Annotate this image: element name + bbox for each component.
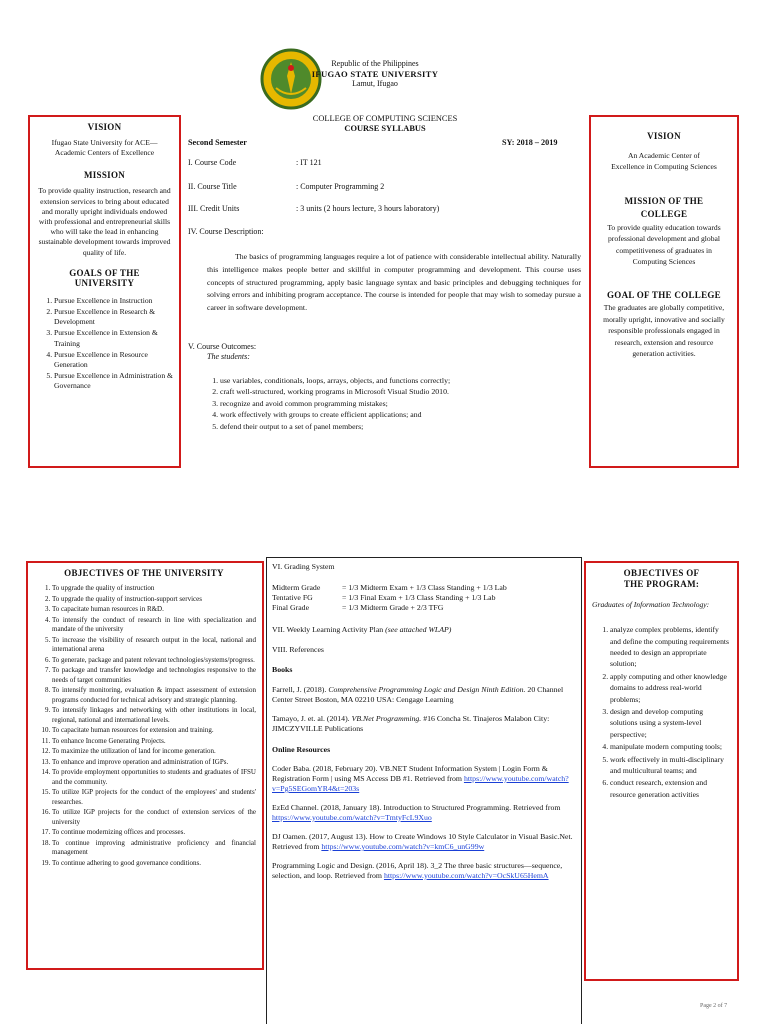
objective-item: 12. To maximize the utilization of land for income generation. <box>52 747 256 757</box>
objective-item: 15. To utilize IGP projects for the conduct of the employees' and students' researches. <box>52 788 256 807</box>
objective-item: 13. To enhance and improve operation and administration of IGPs. <box>52 758 256 768</box>
program-objective-item: 6. conduct research, extension and resource generation activities <box>610 777 731 800</box>
book-reference <box>272 685 576 705</box>
book-publisher: 20 Channel Center Street Boston, MA 02210 USA: Cengage Learning <box>272 685 564 704</box>
university-objectives-box <box>26 561 264 970</box>
college-vision-mission-box <box>589 115 739 468</box>
goals-heading: GOALS OF THE UNIVERSITY <box>69 267 140 288</box>
objective-item: 1. To upgrade the quality of instruction <box>52 584 256 594</box>
university-objectives-list <box>32 584 256 868</box>
wlap-note: (see attached WLAP) <box>385 625 452 634</box>
grading-references-box <box>266 557 582 1024</box>
online-reference-link[interactable]: https://www.youtube.com/watch?v=kmC6_unG99w <box>321 842 485 851</box>
outcome-item: 5. defend their output to a set of panel members; <box>220 422 578 432</box>
grading-formulas <box>272 583 576 613</box>
objective-item: 2. To upgrade the quality of instruction-support services <box>52 595 256 605</box>
university-mission: To provide quality instruction, research and extension services to bring about educated and morally upright individuals endowed with professional and entrepreneurial skills who will take the lead in enhancing sustainable development towards improved quality of life. <box>38 186 171 257</box>
outcome-item: 3. recognize and avoid common programming mistakes; <box>220 399 578 409</box>
program-objectives-subtitle: Graduates of Information Technology: <box>592 600 710 609</box>
objective-item: 10. To capacitate human resources for extension and training. <box>52 726 256 736</box>
republic-label: Republic of the Philippines <box>331 59 419 68</box>
document-title: COURSE SYLLABUS <box>344 124 426 133</box>
objective-item: 7. To package and transfer knowledge and technologies responsive to the needs of target communities <box>52 666 256 685</box>
course-outcomes-list <box>198 376 578 433</box>
goal-item: 2. Pursue Excellence in Research & Development <box>54 307 173 327</box>
course-code-value: : IT 121 <box>296 158 322 167</box>
university-objectives-heading: OBJECTIVES OF THE UNIVERSITY <box>64 568 224 578</box>
program-objective-item: 2. apply computing and other knowledge domains to address real-world problems; <box>610 671 731 705</box>
online-reference-text: DJ Oamen. (2017, August 13). How to Create Windows 10 Style Calculator in Visual Basic.Net. Retrieved from <box>272 832 573 851</box>
books-heading: Books <box>272 665 293 674</box>
university-name: IFUGAO STATE UNIVERSITY <box>311 69 439 79</box>
credit-units-label: III. Credit Units <box>188 204 240 213</box>
program-objective-item: 4. manipulate modern computing tools; <box>610 741 731 752</box>
college-goal: The graduates are globally competitive, morally upright, innovative and socially responsible professionals engaged in research, extension and resource generation activities. <box>603 303 725 359</box>
program-objective-item: 5. work effectively in multi-disciplinary and multicultural teams; and <box>610 754 731 777</box>
objective-item: 8. To intensify monitoring, evaluation & impact assessment of extension programs conducted for technical advisory and strategic planning. <box>52 686 256 705</box>
objective-item: 14. To provide employment opportunities to students and graduates of IFSU and the community. <box>52 768 256 787</box>
program-objective-item: 1. analyze complex problems, identify and define the computing requirements needed to design an appropriate solution; <box>610 624 731 670</box>
grade-row-label: Midterm Grade <box>272 583 321 592</box>
book-title: VB.Net Programming. <box>351 714 422 723</box>
program-objectives-heading: OBJECTIVES OF THE PROGRAM: <box>623 568 700 589</box>
grading-system-heading: VI. Grading System <box>272 562 335 571</box>
objective-item: 16. To utilize IGP projects for the conduct of extension services of the university <box>52 808 256 827</box>
program-objectives-box <box>584 561 739 981</box>
online-reference <box>272 832 576 852</box>
university-vision: Ifugao State University for ACE— Academic Centers of Excellence <box>51 138 158 158</box>
objective-item: 19. To continue adhering to good governance conditions. <box>52 859 256 869</box>
wlap-heading: VII. Weekly Learning Activity Plan <box>272 625 384 634</box>
grade-row-label: Final Grade <box>272 603 310 612</box>
book-author: Tamayo, J. et. al. (2014). <box>272 714 350 723</box>
online-reference <box>272 803 576 823</box>
online-reference <box>272 861 576 881</box>
university-vision-mission-box <box>28 115 181 468</box>
university-location: Lamut, Ifugao <box>352 79 398 88</box>
goal-item: 4. Pursue Excellence in Resource Generation <box>54 350 173 370</box>
online-reference-text: EzEd Channel. (2018, January 18). Introduction to Structured Programming. Retrieved from <box>272 803 561 812</box>
goal-item: 3. Pursue Excellence in Extension & Training <box>54 328 173 348</box>
course-description: The basics of programming languages require a lot of patience with considerable intellectual ability. Naturally this intelligence makes people better and skillful in computer programming and development. This course uses concepts of structured programming, apply basic language syntax and basic principles and debugging techniques for solving errors and inhibiting program acceptance. The course is intended for people that may wish to someday pursue a career in software development. <box>207 252 581 313</box>
online-resources-heading: Online Resources <box>272 745 331 754</box>
page-number: Page 2 of 7 <box>700 1003 728 1009</box>
online-reference-link[interactable]: https://www.youtube.com/watch?v=TmtyFcL9Xuo <box>272 813 432 822</box>
outcome-item: 2. craft well-structured, working programs in Microsoft Visual Studio 2010. <box>220 387 578 397</box>
goal-item: 5. Pursue Excellence in Administration & Governance <box>54 371 173 391</box>
grade-row-value: = 1/3 Final Exam + 1/3 Class Standing + 1/3 Lab <box>342 593 496 602</box>
course-title-label: II. Course Title <box>188 182 237 191</box>
college-goal-heading: GOAL OF THE COLLEGE <box>607 290 721 301</box>
objective-item: 3. To capacitate human resources in R&D. <box>52 605 256 615</box>
objective-item: 5. To increase the visibility of research output in the local, national and international arena <box>52 636 256 655</box>
objective-item: 9. To intensify linkages and networking with other institutions in local, regional, national and international levels. <box>52 706 256 725</box>
objective-item: 11. To enhance Income Generating Projects. <box>52 737 256 747</box>
grade-row-value: = 1/3 Midterm Grade + 2/3 TFG <box>342 603 444 612</box>
college-mission-heading: MISSION OF THE COLLEGE <box>624 195 704 219</box>
book-reference <box>272 714 576 734</box>
book-publisher: #16 Concha St. Tinajeros Malabon City: JIMCZYVILLE Publications <box>272 714 550 733</box>
program-objectives-list <box>592 624 731 800</box>
college-name: COLLEGE OF COMPUTING SCIENCES <box>312 114 458 123</box>
college-mission: To provide quality education towards professional development and global competitiveness of graduates in Computing Sciences <box>607 222 721 267</box>
goal-item: 1. Pursue Excellence in Instruction <box>54 296 173 306</box>
students-label: The students: <box>207 352 250 361</box>
course-description-label: IV. Course Description: <box>188 227 264 236</box>
objective-item: 17. To continue modernizing offices and processes. <box>52 828 256 838</box>
grade-row-label: Tentative FG <box>272 593 313 602</box>
online-reference-text: Coder Baba. (2018, February 20). VB.NET Student Information System | Login Form & Registration Form | using MS Access DB #1. Retrieved from <box>272 764 548 783</box>
school-year: SY: 2018 – 2019 <box>502 138 558 147</box>
credit-units-value: : 3 units (2 hours lecture, 3 hours laboratory) <box>296 204 440 213</box>
book-author: Farrell, J. (2018). <box>272 685 327 694</box>
course-outcomes-label: V. Course Outcomes: <box>188 342 257 351</box>
course-code-label: I. Course Code <box>188 158 237 167</box>
objective-item: 4. To intensify the conduct of research in line with specialization and mandate of the university <box>52 616 256 635</box>
references-heading: VIII. References <box>272 645 324 654</box>
grade-row-value: = 1/3 Midterm Exam + 1/3 Class Standing + 1/3 Lab <box>342 583 507 592</box>
outcome-item: 1. use variables, conditionals, loops, arrays, objects, and functions correctly; <box>220 376 578 386</box>
objective-item: 6. To generate, package and patent relevant technologies/systems/progress. <box>52 656 256 666</box>
book-title: Comprehensive Programming Logic and Design Ninth Edition. <box>328 685 526 694</box>
college-vision: An Academic Center of Excellence in Computing Sciences <box>611 151 717 172</box>
outcome-item: 4. work effectively with groups to create efficient applications; and <box>220 410 578 420</box>
program-objective-item: 3. design and develop computing solutions using a system-level perspective; <box>610 706 731 740</box>
university-goals-list <box>36 296 173 392</box>
objective-item: 18. To continue improving administrative proficiency and financial management <box>52 839 256 858</box>
online-reference <box>272 764 576 794</box>
vision-heading: VISION <box>87 122 122 132</box>
semester-label: Second Semester <box>188 138 247 147</box>
mission-heading: MISSION <box>83 170 126 181</box>
online-reference-link[interactable]: https://www.youtube.com/watch?v=OcSkU65HemA <box>383 871 549 880</box>
online-reference-text: Programming Logic and Design. (2016, April 18). 3_2 The three basic structures—sequence, selection, and loop. Retrieved from <box>272 861 563 880</box>
online-reference-link[interactable]: https://www.youtube.com/watch?v=Pg5SEGomYR4&t=203s <box>272 774 569 793</box>
course-title-value: : Computer Programming 2 <box>296 182 385 191</box>
college-vision-heading: VISION <box>647 131 681 141</box>
